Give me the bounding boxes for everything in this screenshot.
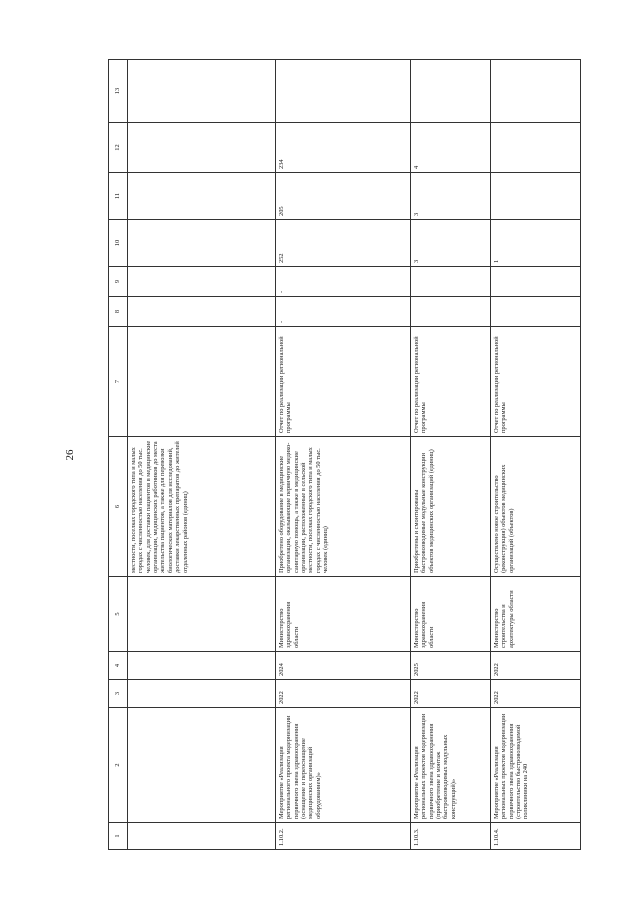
header-cell: 10 [109,220,128,267]
cell-start-year [128,680,276,708]
cell-measure: Мероприятие «Реализация региональных проектов модернизации первичного звена здравоохранения (строительство быстровозводимой поликлиники на 240 [491,708,581,823]
table-row [276,60,411,850]
cell-value [128,123,276,173]
header-cell: 4 [109,652,128,680]
cell-start-year: 2022 [411,680,491,708]
cell-value: 1 [491,220,581,267]
table-row [128,60,276,850]
cell-indicator: Приобретено оборудование в медицинские организации, оказывающие первичную медико-санитарную помощь, а также в медицинские организации, расположенные в сельской местности, поселках городского типа и малых городах с численностью населения до 50 тыс. человек (единиц) [276,437,411,577]
table-row [491,60,581,850]
cell-end-year: 2024 [276,652,411,680]
rotated-table-container [108,60,578,850]
cell-measure: Мероприятие «Реализация региональных проектов модернизации первичного звена здравоохранения (приобретение и монтаж быстровозводимых модульных конструкций)» [411,708,491,823]
cell-indicator: местности, поселках городского типа и малых городах с численностью населения до 50 тыс. человек, для доставки пациентов в медицинские организации, медицинских работников до места жительства пациентов, а также для перевозки биологических материалов для исследований, доставки лекарственных препаратов до жителей отдаленных районов (единиц) [128,437,276,577]
header-cell: 3 [109,680,128,708]
cell-value: 4 [411,123,491,173]
cell-value [128,297,276,327]
cell-number [128,823,276,850]
header-cell: 7 [109,327,128,437]
cell-value [276,60,411,123]
cell-value [491,297,581,327]
cell-end-year: 2022 [491,652,581,680]
cell-executor [128,577,276,652]
header-cell: 11 [109,173,128,220]
cell-source: Отчет по реализации региональной программы [491,327,581,437]
cell-measure: Мероприятие «Реализация регионального проекта модернизации первичного звена здравоохранения (оснащение и переоснащение медицинских организаций оборудованием)» [276,708,411,823]
cell-number: 1.10.4. [491,823,581,850]
cell-value [128,220,276,267]
header-cell: 12 [109,123,128,173]
cell-end-year: 2025 [411,652,491,680]
cell-value [128,60,276,123]
cell-end-year [128,652,276,680]
cell-measure [128,708,276,823]
cell-start-year: 2022 [491,680,581,708]
cell-executor: Министерство здравоохранения области [411,577,491,652]
cell-value: 252 [276,220,411,267]
header-cell: 13 [109,60,128,123]
cell-value [491,123,581,173]
cell-value [491,60,581,123]
cell-number: 1.10.2. [276,823,411,850]
header-cell: 5 [109,577,128,652]
cell-executor: Министерство строительства и архитектуры области [491,577,581,652]
cell-value [411,297,491,327]
header-cell: 8 [109,297,128,327]
cell-value [491,173,581,220]
cell-value [491,267,581,297]
header-row [109,60,128,850]
cell-value: 234 [276,123,411,173]
cell-source: Отчет по реализации региональной программы [411,327,491,437]
cell-value: - [276,267,411,297]
cell-source [128,327,276,437]
program-table [108,59,581,850]
cell-start-year: 2022 [276,680,411,708]
cell-value: 3 [411,220,491,267]
cell-value [128,173,276,220]
cell-indicator: Приобретены и смонтированы быстровозводимые модульные конструкции объектов медицинских организаций (единиц) [411,437,491,577]
header-cell: 2 [109,708,128,823]
cell-value [128,267,276,297]
cell-source: Отчет по реализации региональной программы [276,327,411,437]
cell-value [411,60,491,123]
cell-number: 1.10.3. [411,823,491,850]
header-cell: 9 [109,267,128,297]
page-number: 26 [64,449,76,461]
cell-value: - [276,297,411,327]
header-cell: 6 [109,437,128,577]
cell-executor: Министерство здравоохранения области [276,577,411,652]
cell-indicator: Осуществлено новое строительство (реконструкция) объектов медицинских организаций (объектов) [491,437,581,577]
table-row [411,60,491,850]
cell-value [411,267,491,297]
cell-value: 205 [276,173,411,220]
header-cell: 1 [109,823,128,850]
cell-value: 3 [411,173,491,220]
